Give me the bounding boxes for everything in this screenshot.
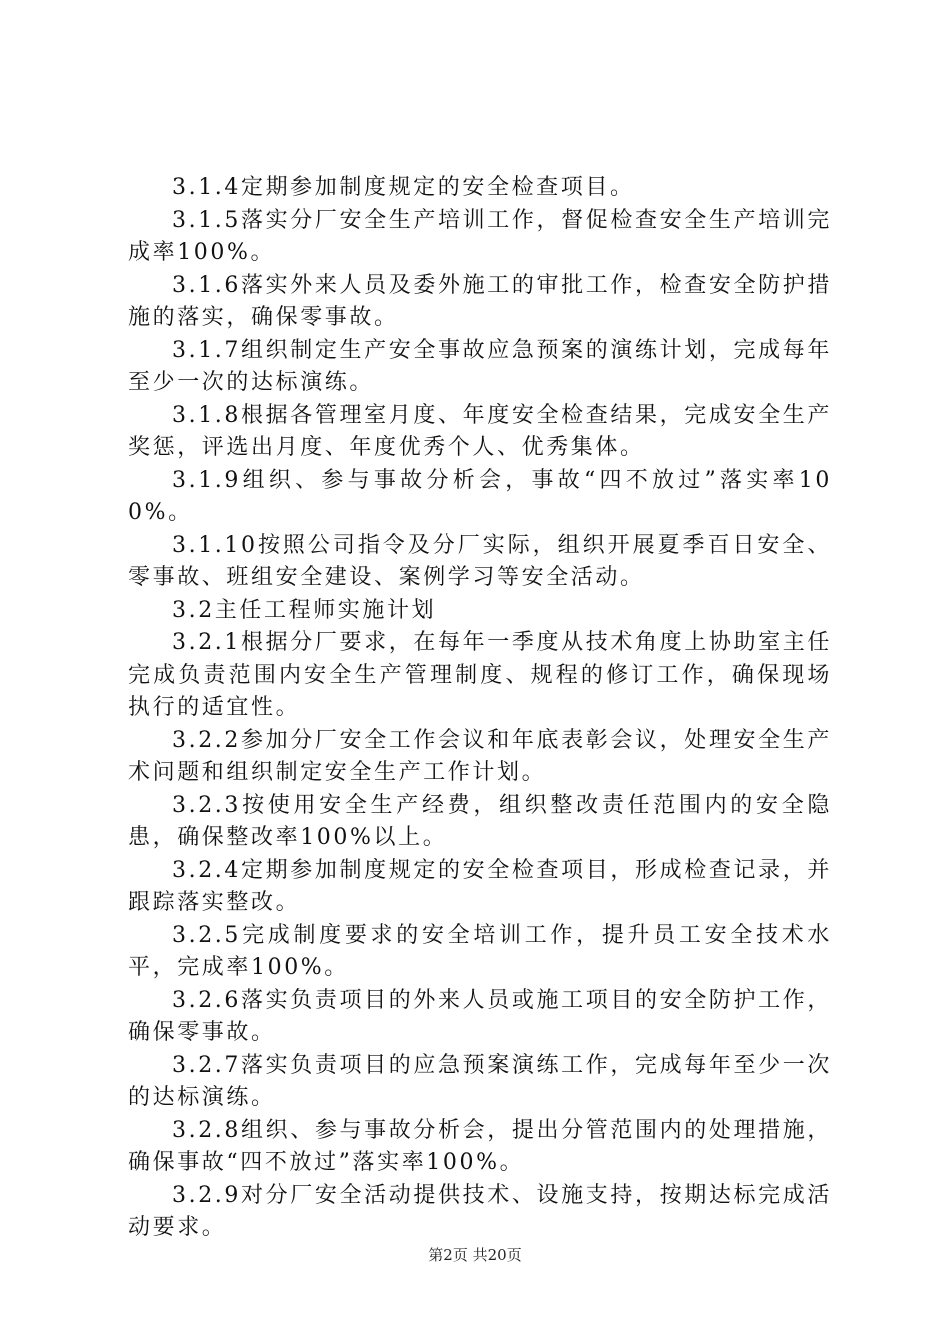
paragraph-3-2-9: 3.2.9对分厂安全活动提供技术、设施支持，按期达标完成活动要求。	[128, 1182, 832, 1240]
paragraph-3-1-9: 3.1.9组织、参与事故分析会，事故“四不放过”落实率100%。	[128, 467, 832, 525]
paragraph-3-2-4: 3.2.4定期参加制度规定的安全检查项目，形成检查记录，并跟踪落实整改。	[128, 857, 832, 915]
paragraph-3-1-7: 3.1.7组织制定生产安全事故应急预案的演练计划，完成每年至少一次的达标演练。	[128, 337, 832, 395]
section-heading-3-2: 3.2主任工程师实施计划	[172, 597, 437, 623]
paragraph-3-1-8: 3.1.8根据各管理室月度、年度安全检查结果，完成安全生产奖惩，评选出月度、年度优秀个人、优秀集体。	[128, 402, 832, 460]
paragraph-3-1-6: 3.1.6落实外来人员及委外施工的审批工作，检查安全防护措施的落实，确保零事故。	[128, 272, 832, 330]
paragraph-3-2-8: 3.2.8组织、参与事故分析会，提出分管范围内的处理措施，确保事故“四不放过”落实率100%。	[128, 1117, 832, 1175]
paragraph-3-2-2: 3.2.2参加分厂安全工作会议和年底表彰会议，处理安全生产术问题和组织制定安全生产工作计划。	[128, 727, 832, 785]
paragraph-3-1-5: 3.1.5落实分厂安全生产培训工作，督促检查安全生产培训完成率100%。	[128, 207, 832, 265]
paragraph-3-1-4: 3.1.4定期参加制度规定的安全检查项目。	[172, 175, 635, 200]
paragraph-3-2-6: 3.2.6落实负责项目的外来人员或施工项目的安全防护工作，确保零事故。	[128, 987, 832, 1045]
paragraph-3-2-5: 3.2.5完成制度要求的安全培训工作，提升员工安全技术水平，完成率100%。	[128, 922, 832, 980]
paragraph-3-2-3: 3.2.3按使用安全生产经费，组织整改责任范围内的安全隐患，确保整改率100%以上。	[128, 792, 832, 850]
document-body	[128, 172, 832, 1245]
paragraph-3-2-1: 3.2.1根据分厂要求，在每年一季度从技术角度上协助室主任完成负责范围内安全生产管理制度、规程的修订工作，确保现场执行的适宜性。	[128, 630, 832, 720]
page-footer: 第2页 共20页	[428, 1246, 522, 1264]
paragraph-3-1-10: 3.1.10按照公司指令及分厂实际，组织开展夏季百日安全、零事故、班组安全建设、案例学习等安全活动。	[128, 532, 832, 590]
paragraph-3-2-7: 3.2.7落实负责项目的应急预案演练工作，完成每年至少一次的达标演练。	[128, 1052, 832, 1110]
